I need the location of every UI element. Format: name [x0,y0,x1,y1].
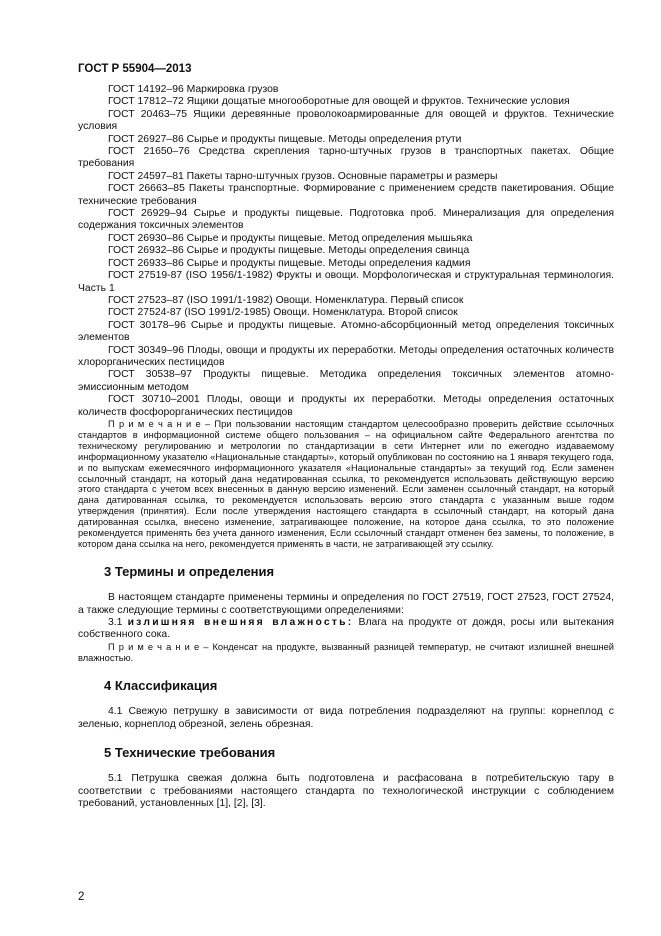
section-3-heading: 3 Термины и определения [104,563,275,579]
section-4-paragraph: 4.1 Свежую петрушку в зависимости от вида потребления подразделяют на группы: корнеплод с зеленью, корнеплод обрезной, зелень обрезная. [78,706,614,730]
reference-item: ГОСТ 26929–94 Сырье и продукты пищевые. Подготовка проб. Минерализация для определения содержания токсичных элементов [78,208,614,232]
reference-item: ГОСТ 24597–81 Пакеты тарно-штучных грузов. Основные параметры и размеры [108,170,498,182]
term-note [78,642,614,664]
reference-item: ГОСТ 30349–96 Плоды, овощи и продукты их переработки. Методы определения остаточных количеств хлорорганических пестицидов [78,344,614,368]
reference-item: ГОСТ 26930–86 Сырье и продукты пищевые. Метод определения мышьяка [108,232,473,244]
references-note [78,419,614,550]
reference-item: ГОСТ 27524-87 (ISO 1991/2-1985) Овощи. Номенклатура. Второй список [108,307,458,319]
page-number: 2 [78,891,85,903]
document-header: ГОСТ Р 55904—2013 [78,63,192,75]
term-name: излишняя внешняя влажность: [127,617,354,629]
reference-item: ГОСТ 26932–86 Сырье и продукты пищевые. Методы определения свинца [108,245,470,257]
note-text: – Конденсат на продукте, вызванный разницей температур, не считают излишней внешней влажностью. [78,641,614,663]
note-label: П р и м е ч а н и е [108,418,201,429]
section-5-heading: 5 Технические требования [104,744,276,760]
section-5-paragraph: 5.1 Петрушка свежая должна быть подготовлена и расфасована в потребительскую тару в соответствии с требованиями настоящего стандарта по технологической инструкции с соблюдением требований, установленных [1], [2], [3]. [78,773,614,810]
reference-item: ГОСТ 26663–85 Пакеты транспортные. Формирование с применением средств пакетирования. Общие технические требования [78,183,614,207]
reference-item: ГОСТ 27523–87 (ISO 1991/1-1982) Овощи. Номенклатура. Первый список [108,294,464,306]
section-4-heading: 4 Классификация [104,677,218,693]
reference-item: ГОСТ 27519-87 (ISO 1956/1-1982) Фрукты и овощи. Морфологическая и структуральная терминология. Часть 1 [78,270,614,294]
reference-item: ГОСТ 20463–75 Ящики деревянные проволокоармированные для овощей и фруктов. Технические условия [78,108,614,133]
term-number: 3.1 [108,617,128,629]
note-text: – При пользовании настоящим стандартом целесообразно проверить действие ссылочных стандартов в информационной системе общего пользования – на официальном сайте Федерального агентства по техническому регулированию и метрологии по стандартизации в сети Интернет или по ежегодно издаваемому информационному указателю «Национальные стандарты», который опубликован по состоянию на 1 января текущего года, и по выпускам ежемесячного информационного указателя «Национальные стандарты» за текущий год. Если заменен ссылочный стандарт, на который дана недатированная ссылка, то рекомендуется использовать действующую версию этого стандарта с учетом всех внесенных в данную версию изменений. Если заменен ссылочный стандарт, на который дана датированная ссылка, то рекомендуется использовать версию этого стандарта с указанным выше годом утверждения (принятия). Если после утверждения настоящего стандарта в ссылочный стандарт, на который дана датированная ссылка, внесено изменение, затрагивающее положение, на которое дана ссылка, то это положение рекомендуется применять без учета данного изменения, Если ссылочный стандарт отменен без замены, то положение, в котором дана ссылка на него, рекомендуется применять в части, не затрагивающей эту ссылку. [78,418,614,549]
reference-item: ГОСТ 30178–96 Сырье и продукты пищевые. Атомно-абсорбционный метод определения токсичных элементов [78,319,614,344]
reference-item: ГОСТ 30710–2001 Плоды, овощи и продукты их переработки. Методы определения остаточных количеств фосфорорганических пестицидов [78,394,614,418]
term-definition-text: Влага на продукте от дождя, росы или вытекания собственного сока. [78,617,614,641]
page-content [78,84,614,811]
reference-item: ГОСТ 26933–86 Сырье и продукты пищевые. Методы определения кадмия [108,257,471,269]
reference-item: ГОСТ 14192–96 Маркировка грузов [108,84,279,95]
reference-item: ГОСТ 30538–97 Продукты пищевые. Методика определения токсичных элементов атомно-эмиссионным методом [78,369,614,393]
note-label: П р и м е ч а н и е [108,641,200,652]
section-3-intro: В настоящем стандарте применены термины и определения по ГОСТ 27519, ГОСТ 27523, ГОСТ 27524, а также следующие термины с соответствующими определениями: [78,592,614,616]
reference-item: ГОСТ 21650–76 Средства скрепления тарно-штучных грузов в транспортных пакетах. Общие требования [78,146,614,170]
reference-item: ГОСТ 17812–72 Ящики дощатые многооборотные для овощей и фруктов. Технические условия [108,96,570,108]
term-definition [78,617,614,642]
reference-item: ГОСТ 26927–86 Сырье и продукты пищевые. Методы определения ртути [108,133,462,145]
